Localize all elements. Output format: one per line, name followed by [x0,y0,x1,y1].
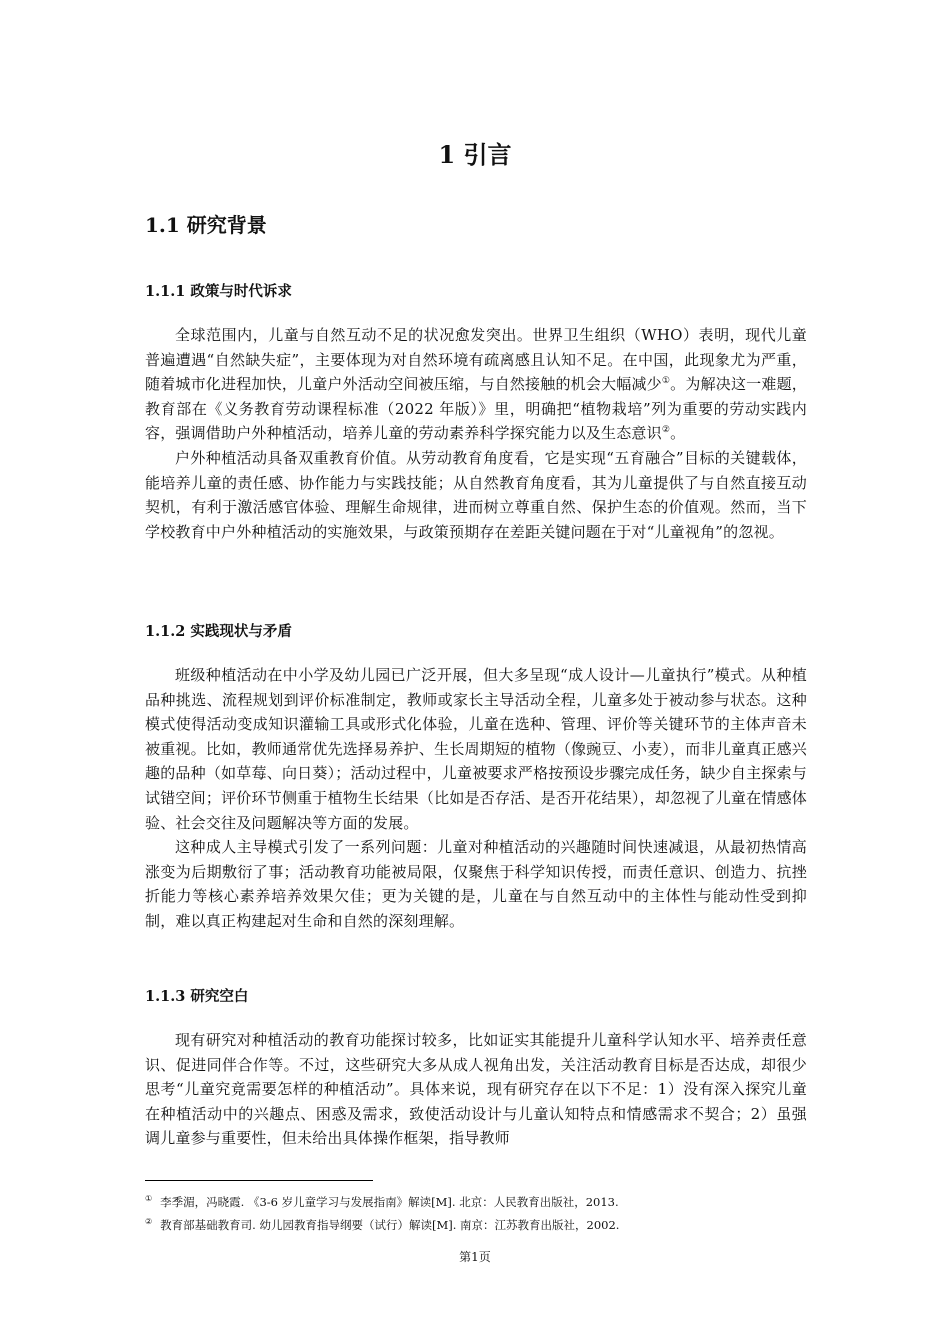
paragraph [145,835,807,933]
footnote-mark: ① [145,1194,153,1203]
paragraph-text: 户外种植活动具备双重教育价值。从劳动教育角度看，它是实现“五育融合”目标的关键载体，能培养儿童的责任感、协作能力与实践技能；从自然教育角度看，其为儿童提供了与自然直接互动契机，有利于激活感官体验、理解生命规律，进而树立尊重自然、保护生态的价值观。然而，当下学校教育中户外种植活动的实施效果，与政策预期存在差距关键问题在于对“儿童视角”的忽视。 [145,448,807,541]
footnote-ref[interactable]: ② [661,425,671,436]
subsection-title-practice: 1.1.2 实践现状与矛盾 [145,623,292,640]
subsection-title-research-gap: 1.1.3 研究空白 [145,988,249,1005]
paragraph-text: 。 [670,424,686,443]
subsection-body-research-gap [145,1028,807,1151]
section-title: 1.1 研究背景 [145,213,267,237]
footnote-text: 李季湄，冯晓霞. 《3-6 岁儿童学习与发展指南》解读[M]. 北京：人民教育出版社，2013. [160,1194,619,1209]
footnotes [145,1189,807,1235]
page-number: 第1页 [459,1250,491,1264]
footnote [145,1189,807,1212]
footnote-text: 教育部基础教育司. 幼儿园教育指导纲要（试行）解读[M]. 南京：江苏教育出版社，2002. [160,1217,620,1232]
paragraph [145,446,807,544]
paragraph [145,323,807,446]
footnote-mark: ② [145,1216,153,1226]
paragraph-text: 这种成人主导模式引发了一系列问题：儿童对种植活动的兴趣随时间快速减退，从最初热情高涨变为后期敷衍了事；活动教育功能被局限，仅聚焦于科学知识传授，而责任意识、创造力、抗挫折能力等核心素养培养效果欠佳；更为关键的是，儿童在与自然互动中的主体性与能动性受到抑制，难以真正构建起对生命和自然的深刻理解。 [145,838,807,930]
paragraph [145,1028,807,1151]
paragraph-text: 现有研究对种植活动的教育功能探讨较多，比如证实其能提升儿童科学认知水平、培养责任意识、促进同伴合作等。不过，这些研究大多从成人视角出发，关注活动教育目标是否达成，却很少思考“儿童究竟需要怎样的种植活动”。具体来说，现有研究存在以下不足：1）没有深入探究儿童在种植活动中的兴趣点、困惑及需求，致使活动设计与儿童认知特点和情感需求不契合；2）虽强调儿童参与重要性，但未给出具体操作框架，指导教师 [145,1031,807,1148]
subsection-title-policy: 1.1.1 政策与时代诉求 [145,283,292,300]
chapter-title: 1 引言 [438,140,512,169]
paragraph [145,663,807,835]
footnote-ref[interactable]: ① [661,376,671,387]
footnote-separator [145,1180,373,1181]
paragraph-text: 全球范围内，儿童与自然互动不足的状况愈发突出。世界卫生组织（WHO）表明，现代儿童普遍遭遇“自然缺失症”，主要体现为对自然环境有疏离感且认知不足。在中国，此现象尤为严重，随着城市化进程加快，儿童户外活动空间被压缩，与自然接触的机会大幅减少 [145,326,807,394]
footnote [145,1212,807,1235]
subsection-body-policy [145,323,807,544]
paragraph-text: 。为解决这一难题，教育部在《义务教育劳动课程标准（2022 年版）》里，明确把“植物栽培”列为重要的劳动实践内容，强调借助户外种植活动，培养儿童的劳动素养科学探究能力以及生态意识 [145,375,807,443]
subsection-body-practice [145,663,807,934]
paragraph-text: 班级种植活动在中小学及幼儿园已广泛开展，但大多呈现“成人设计—儿童执行”模式。从种植品种挑选、流程规划到评价标准制定，教师或家长主导活动全程，儿童多处于被动参与状态。这种模式使得活动变成知识灌输工具或形式化体验，儿童在选种、管理、评价等关键环节的主体声音未被重视。比如，教师通常优先选择易养护、生长周期短的植物（像豌豆、小麦），而非儿童真正感兴趣的品种（如草莓、向日葵）；活动过程中，儿童被要求严格按预设步骤完成任务，缺少自主探索与试错空间；评价环节侧重于植物生长结果（比如是否存活、是否开花结果），却忽视了儿童在情感体验、社会交往及问题解决等方面的发展。 [145,666,807,832]
